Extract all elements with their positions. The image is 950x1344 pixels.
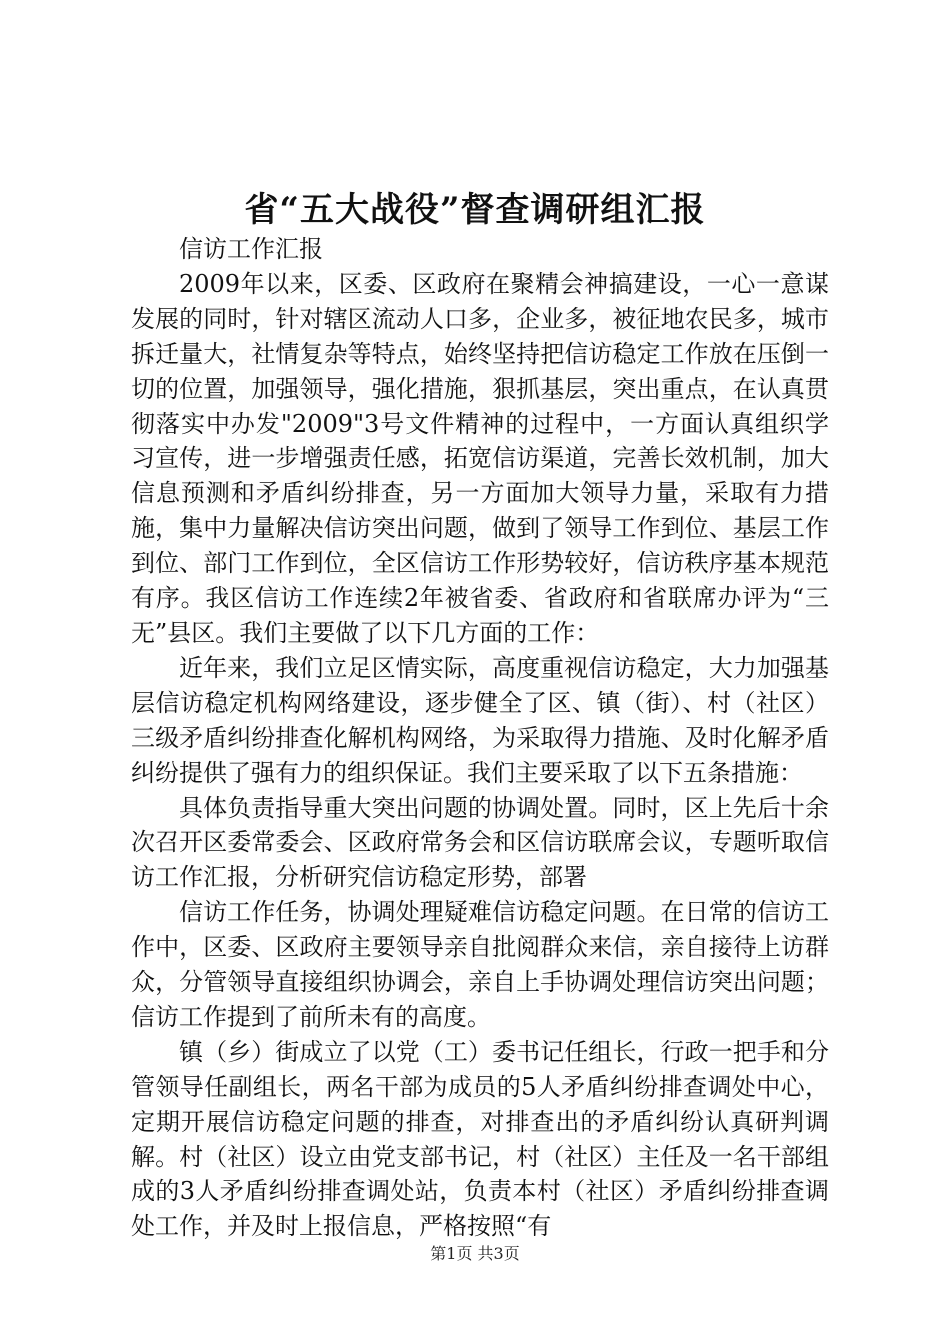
paragraph: 近年来，我们立足区情实际，高度重视信访稳定，大力加强基层信访稳定机构网络建设，逐步健全了区、镇（街）、村（社区）三级矛盾纠纷排查化解机构网络，为采取得力措施、及时化解矛盾纠纷提供了强有力的组织保证。我们主要采取了以下五条措施： — [131, 653, 829, 787]
paragraph: 镇（乡）街成立了以党（工）委书记任组长，行政一把手和分管领导任副组长，两名干部为成员的5人矛盾纠纷排查调处中心，定期开展信访稳定问题的排查，对排查出的矛盾纠纷认真研判调解。村（社区）设立由党支部书记，村（社区）主任及一名干部组成的3人矛盾纠纷排查调处站，负责本村（社区）矛盾纠纷排查调处工作，并及时上报信息，严格按照“有 — [131, 1037, 829, 1241]
page-footer: 第1页 共3页 — [430, 1244, 520, 1263]
paragraph: 信访工作任务，协调处理疑难信访稳定问题。在日常的信访工作中，区委、区政府主要领导亲自批阅群众来信，亲自接待上访群众，分管领导直接组织协调会，亲自上手协调处理信访突出问题；信访工作提到了前所未有的高度。 — [131, 898, 829, 1031]
paragraph-subtitle: 信访工作汇报 — [179, 235, 323, 263]
document-body — [131, 232, 829, 1244]
document-title: 省“五大战役”督查调研组汇报 — [244, 190, 706, 230]
paragraph: 2009年以来，区委、区政府在聚精会神搞建设，一心一意谋发展的同时，针对辖区流动人口多，企业多，被征地农民多，城市拆迁量大，社情复杂等特点，始终坚持把信访稳定工作放在压倒一切的位置，加强领导，强化措施，狠抓基层，突出重点，在认真贯彻落实中办发"2009"3号文件精神的过程中，一方面认真组织学习宣传，进一步增强责任感，拓宽信访渠道，完善长效机制，加大信息预测和矛盾纠纷排查，另一方面加大领导力量，采取有力措施，集中力量解决信访突出问题，做到了领导工作到位、基层工作到位、部门工作到位，全区信访工作形势较好，信访秩序基本规范有序。我区信访工作连续2年被省委、省政府和省联席办评为“三无”县区。我们主要做了以下几方面的工作： — [131, 269, 829, 647]
paragraph: 具体负责指导重大突出问题的协调处置。同时，区上先后十余次召开区委常委会、区政府常务会和区信访联席会议，专题听取信访工作汇报，分析研究信访稳定形势，部署 — [131, 793, 829, 892]
